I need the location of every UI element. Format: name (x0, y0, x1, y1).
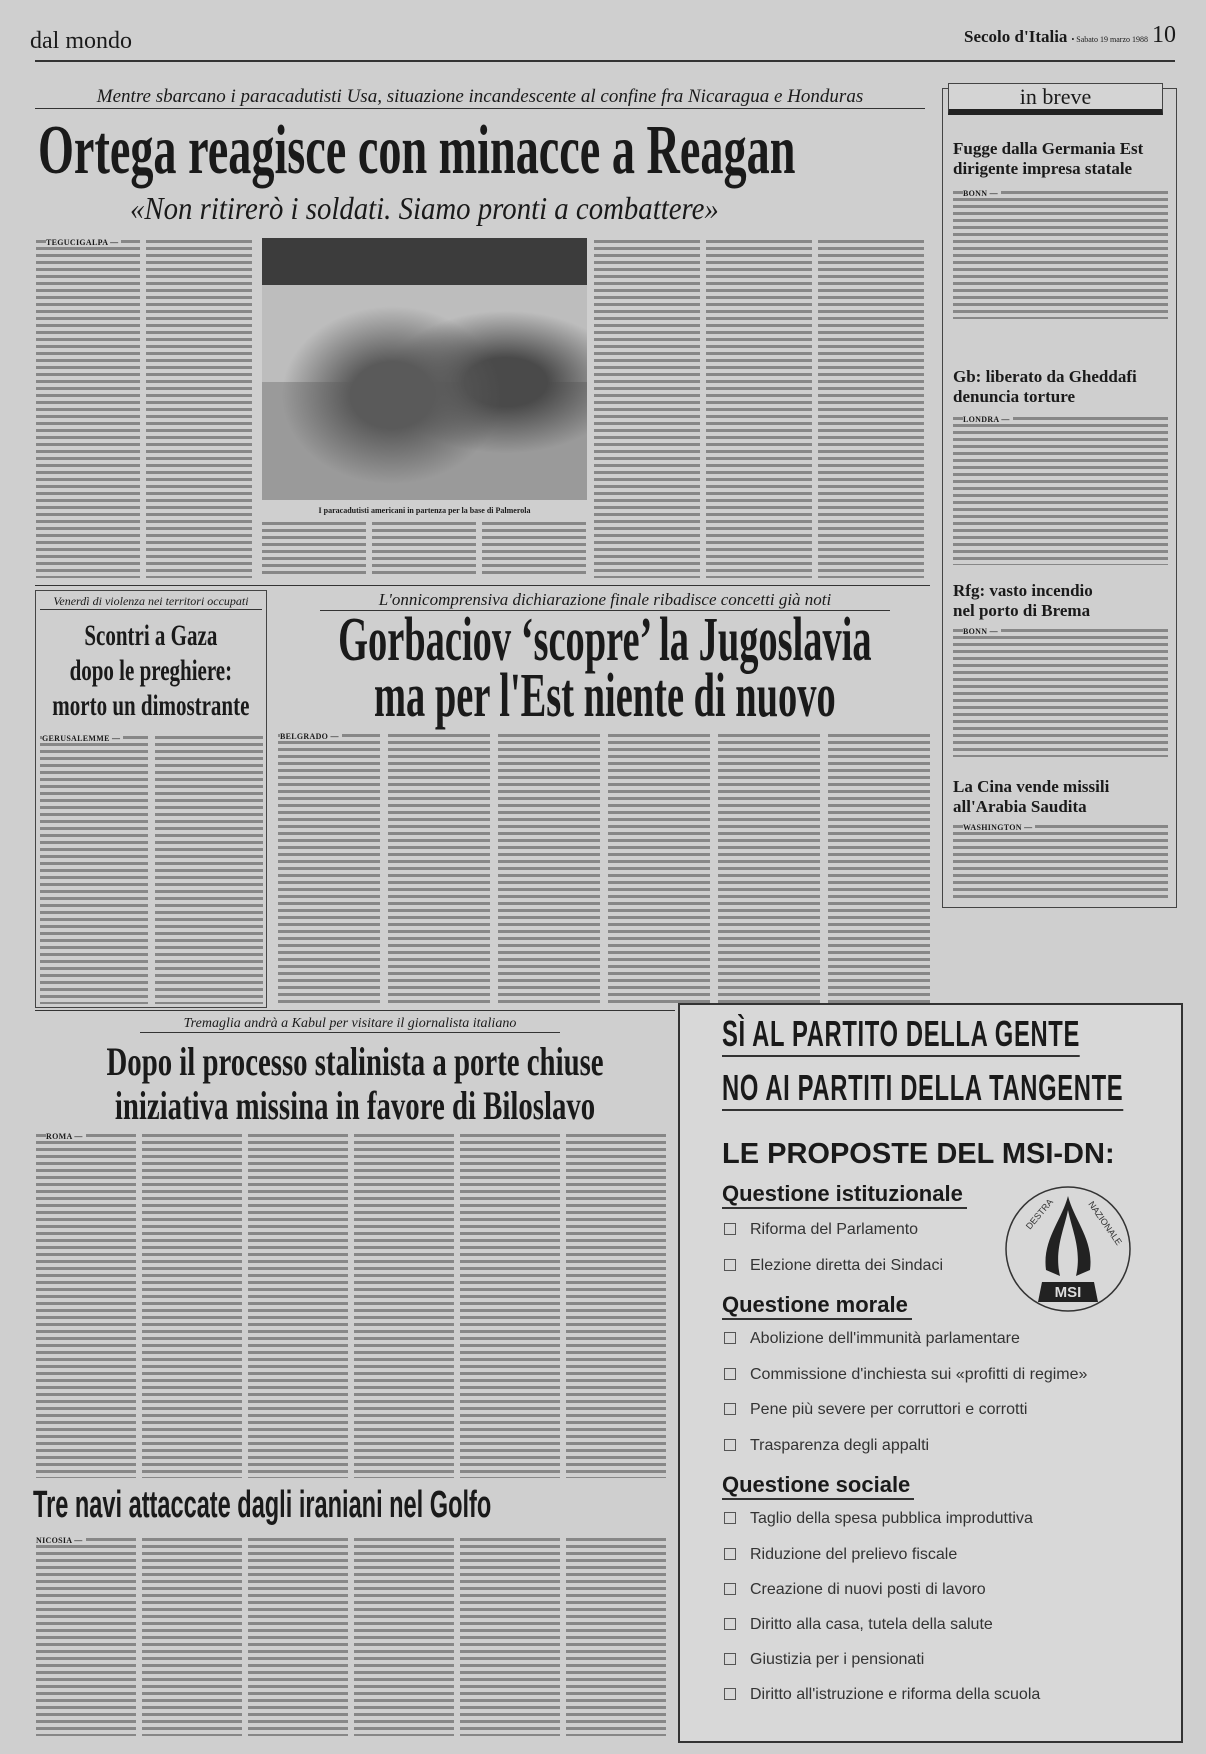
ad-item: Pene più severe per corruttori e corrotti (724, 1401, 1027, 1419)
brief-text (953, 189, 1168, 319)
golfo-col (36, 1536, 136, 1736)
golfo-headline: Tre navi attaccate dagli iraniani nel Golfo (33, 1484, 492, 1526)
ad-slogan-1: SÌ AL PARTITO DELLA GENTE (722, 1013, 1080, 1057)
ad-item: Elezione diretta dei Sindaci (724, 1257, 943, 1275)
gorbaciov-col (828, 732, 930, 1004)
ad-item: Riforma del Parlamento (724, 1221, 918, 1239)
header-rule (35, 60, 1175, 62)
lead-col (146, 238, 252, 578)
biloslavo-col (354, 1132, 454, 1478)
brief-dateline: WASHINGTON — (963, 823, 1035, 832)
lead-col (36, 238, 140, 578)
msi-flame-logo (1002, 1180, 1134, 1318)
lead-dateline: TEGUCIGALPA — (46, 238, 121, 247)
biloslavo-col (36, 1132, 136, 1478)
gaza-col (40, 734, 148, 1004)
gaza-dateline: GERUSALEMME — (42, 734, 123, 743)
biloslavo-col (460, 1132, 560, 1478)
ad-item: Giustizia per i pensionati (724, 1651, 924, 1669)
lead-col (372, 520, 476, 578)
gorbaciov-col (498, 732, 600, 1004)
in-breve-title: in breve (948, 83, 1163, 115)
gorbaciov-kicker: L'onnicomprensiva dichiarazione finale ribadisce concetti già noti (320, 590, 890, 611)
gorbaciov-col (718, 732, 820, 1004)
ad-section-title: Questione istituzionale (722, 1181, 967, 1209)
ad-item: Taglio della spesa pubblica improduttiva (724, 1510, 1033, 1528)
checkbox-icon (724, 1368, 736, 1380)
gaza-col (155, 734, 263, 1004)
gorbaciov-col (608, 732, 710, 1004)
svg-text:DESTRA: DESTRA (1023, 1196, 1056, 1232)
lead-col (482, 520, 586, 578)
golfo-col (566, 1536, 666, 1736)
gorbaciov-headline: Gorbaciov ‘scopre’ la Jugoslavia ma per l'Est niente di nuovo (338, 606, 872, 730)
ad-title: LE PROPOSTE DEL MSI-DN: (722, 1138, 1115, 1170)
golfo-col (354, 1536, 454, 1736)
biloslavo-headline: Dopo il processo stalinista a porte chiuse iniziativa missina in favore di Biloslavo (106, 1039, 604, 1128)
ad-item: Commissione d'inchiesta sui «profitti di regime» (724, 1366, 1087, 1384)
checkbox-icon (724, 1403, 736, 1415)
brief-headline: La Cina vende missili all'Arabia Saudita (953, 777, 1110, 816)
msi-advertisement (678, 1003, 1183, 1743)
brief-dateline: BONN — (963, 189, 1001, 198)
checkbox-icon (724, 1439, 736, 1451)
brief-text (953, 823, 1168, 901)
golfo-col (248, 1536, 348, 1736)
biloslavo-kicker: Tremaglia andrà a Kabul per visitare il giornalista italiano (140, 1016, 560, 1033)
biloslavo-dateline: ROMA — (46, 1132, 86, 1141)
checkbox-icon (724, 1548, 736, 1560)
checkbox-icon (724, 1332, 736, 1344)
issue-date: • Sabato 19 marzo 1988 (1071, 35, 1148, 44)
rule (35, 1010, 675, 1011)
lead-kicker: Mentre sbarcano i paracadutisti Usa, situazione incandescente al confine fra Nicaragua e Honduras (35, 86, 925, 109)
golfo-col (460, 1536, 560, 1736)
lead-col (262, 520, 366, 578)
brief-headline: Gb: liberato da Gheddafi denuncia torture (953, 367, 1137, 406)
biloslavo-col (248, 1132, 348, 1478)
gaza-kicker: Venerdì di violenza nei territori occupati (40, 594, 262, 610)
ad-item: Abolizione dell'immunità parlamentare (724, 1330, 1020, 1348)
ad-item: Creazione di nuovi posti di lavoro (724, 1581, 986, 1599)
lead-subhead: «Non ritirerò i soldati. Siamo pronti a combattere» (130, 190, 719, 226)
gaza-headline: Scontri a Gaza dopo le preghiere: morto un dimostrante (52, 619, 250, 722)
biloslavo-col (142, 1132, 242, 1478)
section-label: dal mondo (30, 28, 132, 54)
checkbox-icon (724, 1259, 736, 1271)
golfo-col (142, 1536, 242, 1736)
biloslavo-col (566, 1132, 666, 1478)
ad-item: Diritto alla casa, tutela della salute (724, 1616, 993, 1634)
lead-col (594, 238, 700, 578)
brief-dateline: BONN — (963, 627, 1001, 636)
rule (35, 585, 930, 586)
lead-col (818, 238, 924, 578)
checkbox-icon (724, 1512, 736, 1524)
ad-item: Riduzione del prelievo fiscale (724, 1546, 957, 1564)
brief-headline: Rfg: vasto incendio nel porto di Brema (953, 581, 1093, 620)
paper-name: Secolo d'Italia (964, 27, 1068, 46)
checkbox-icon (724, 1223, 736, 1235)
svg-text:NAZIONALE: NAZIONALE (1086, 1199, 1124, 1247)
ad-slogan-2: NO AI PARTITI DELLA TANGENTE (722, 1067, 1123, 1111)
ad-section-title: Questione morale (722, 1292, 912, 1320)
brief-text (953, 627, 1168, 757)
brief-dateline: LONDRA — (963, 415, 1013, 424)
gorbaciov-col (388, 732, 490, 1004)
svg-text:MSI: MSI (1054, 1284, 1082, 1301)
brief-headline: Fugge dalla Germania Est dirigente impresa statale (953, 139, 1144, 178)
masthead (964, 22, 1176, 49)
golfo-dateline: NICOSIA — (36, 1536, 86, 1545)
lead-headline: Ortega reagisce con minacce a Reagan (38, 112, 796, 189)
ad-item: Trasparenza degli appalti (724, 1437, 929, 1455)
ad-section-title: Questione sociale (722, 1472, 914, 1500)
brief-text (953, 415, 1168, 565)
checkbox-icon (724, 1688, 736, 1700)
checkbox-icon (724, 1618, 736, 1630)
checkbox-icon (724, 1653, 736, 1665)
page-number: 10 (1152, 22, 1176, 48)
gorbaciov-col (278, 732, 380, 1004)
photo-caption: I paracadutisti americani in partenza per la base di Palmerola (318, 506, 531, 515)
ad-item: Diritto all'istruzione e riforma della scuola (724, 1686, 1040, 1704)
in-breve-box (942, 84, 1177, 908)
lead-photo (262, 238, 587, 500)
checkbox-icon (724, 1583, 736, 1595)
gorbaciov-dateline: BELGRADO — (280, 732, 342, 741)
lead-col (706, 238, 812, 578)
